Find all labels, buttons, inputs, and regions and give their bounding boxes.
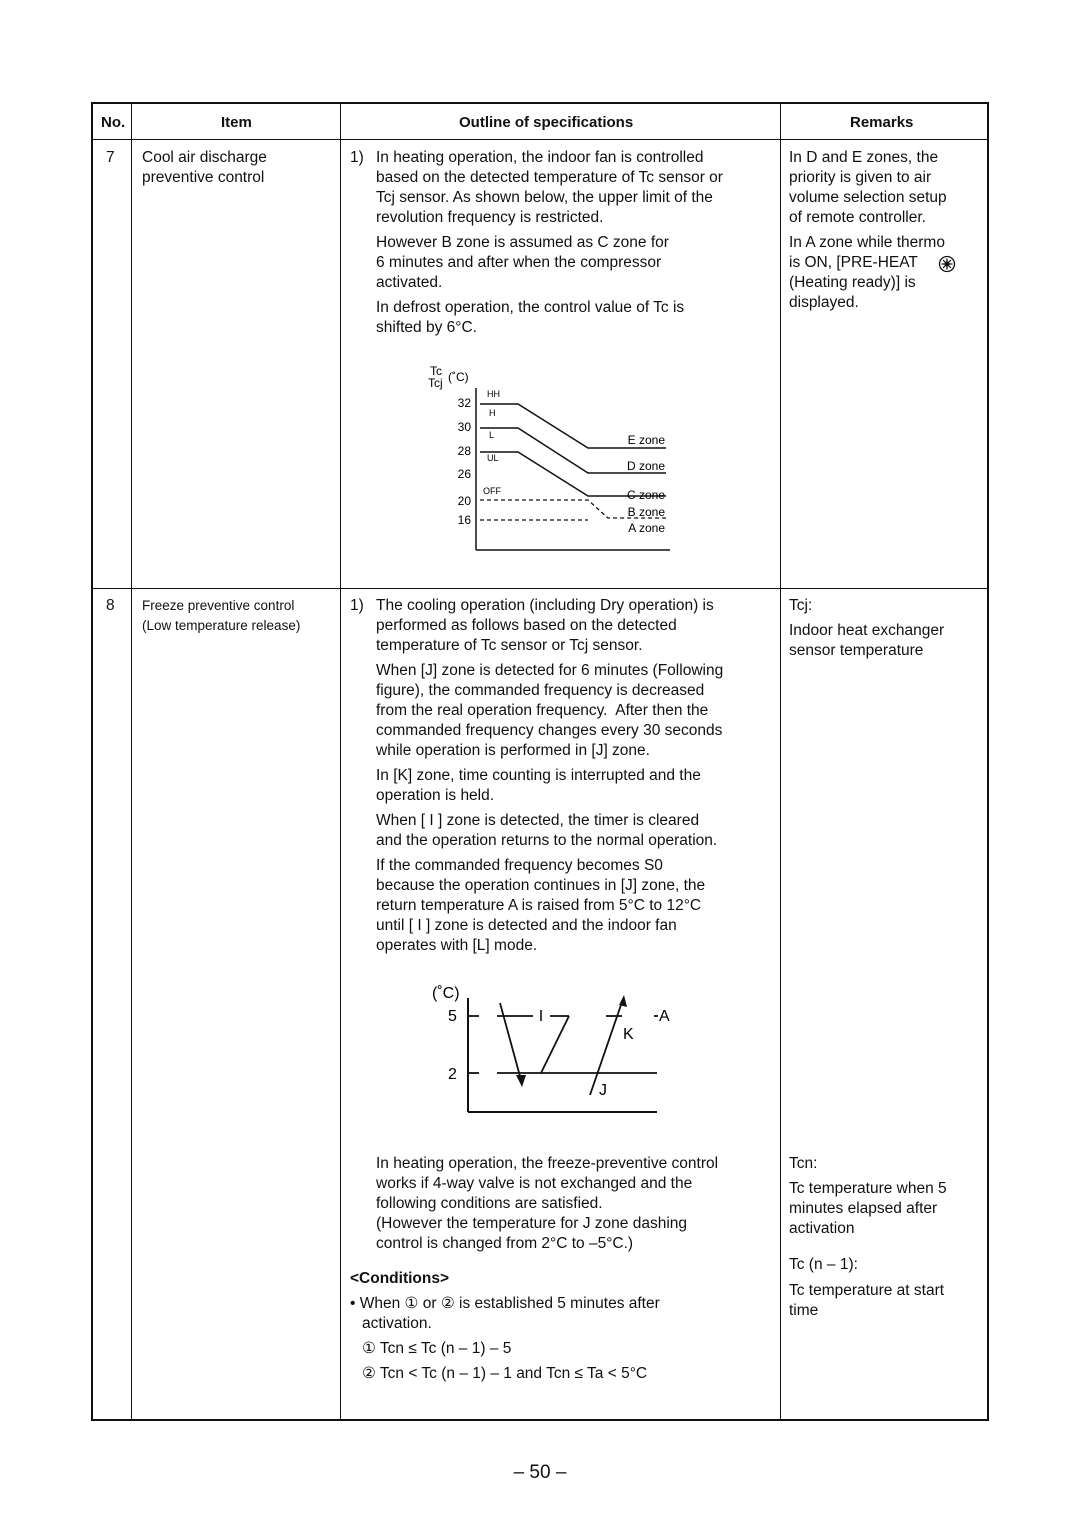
col-divider bbox=[131, 104, 132, 1419]
row7-p1-line: revolution frequency is restricted. bbox=[376, 209, 604, 226]
row7-p2-line: However B zone is assumed as C zone for bbox=[376, 234, 669, 251]
chart2-k-left bbox=[541, 1016, 569, 1073]
row7-p1-marker: 1) bbox=[350, 149, 364, 166]
row8-p2-line: commanded frequency changes every 30 seconds bbox=[376, 722, 723, 739]
chart-zone-label: C zone bbox=[626, 488, 665, 502]
chart-tick: 28 bbox=[457, 444, 471, 458]
row8-p2-line: When [J] zone is detected for 6 minutes (Following bbox=[376, 662, 724, 679]
row8-p3-line: In [K] zone, time counting is interrupted and the bbox=[376, 767, 701, 784]
conditions-intro-line: activation. bbox=[362, 1315, 432, 1332]
row8-p6-line: following conditions are satisfied. bbox=[376, 1195, 603, 1212]
chart2-label-k: K bbox=[623, 1026, 634, 1043]
chart2-down-arrow-head bbox=[516, 1075, 526, 1087]
header-no: No. bbox=[101, 114, 126, 131]
row7-p1-line: based on the detected temperature of Tc sensor or bbox=[376, 169, 723, 186]
chart2-label-j: J bbox=[599, 1082, 607, 1099]
chart2-label-i: I bbox=[538, 1008, 544, 1025]
chart-level-label: HH bbox=[487, 389, 500, 399]
row8-p6-line: (However the temperature for J zone dashing bbox=[376, 1215, 688, 1232]
row7-no: 7 bbox=[106, 149, 115, 166]
chart2-tick: 2 bbox=[448, 1066, 457, 1083]
chart-zone-label: D zone bbox=[626, 459, 665, 473]
row7-p3-line: In defrost operation, the control value of Tc is bbox=[376, 299, 685, 316]
header-divider bbox=[93, 139, 987, 140]
row7-p2-line: activated. bbox=[376, 274, 443, 291]
row8-p5-line: until [ I ] zone is detected and the indoor fan bbox=[376, 917, 677, 934]
row8-p1-line: The cooling operation (including Dry operation) is bbox=[376, 597, 714, 614]
chart-tick: 26 bbox=[457, 467, 471, 481]
chart-zone-label: E zone bbox=[627, 433, 665, 447]
freeze-zone-chart bbox=[420, 975, 680, 1120]
row7-remark-line: displayed. bbox=[789, 294, 859, 311]
row8-p3-line: operation is held. bbox=[376, 787, 495, 804]
row8-p1-line: performed as follows based on the detected bbox=[376, 617, 677, 634]
row7-remark-line: In D and E zones, the bbox=[789, 149, 939, 166]
row8-remark-line: time bbox=[789, 1302, 819, 1319]
row8-remark-line: sensor temperature bbox=[789, 642, 924, 659]
row7-remark-line: (Heating ready)] is bbox=[789, 274, 916, 291]
header-item: Item bbox=[221, 114, 252, 131]
conditions-intro-line: • When ① or ② is established 5 minutes after bbox=[350, 1295, 660, 1312]
row-divider bbox=[93, 588, 987, 589]
row8-p4-line: and the operation returns to the normal operation. bbox=[376, 832, 718, 849]
chart2-down-arrow-line bbox=[500, 1003, 521, 1080]
preheat-icon bbox=[938, 255, 956, 273]
chart-tick: 32 bbox=[457, 396, 471, 410]
chart-zone-label: B zone bbox=[627, 505, 665, 519]
row7-p1-line: In heating operation, the indoor fan is controlled bbox=[376, 149, 704, 166]
chart-tick: 30 bbox=[457, 420, 471, 434]
condition-2: ② Tcn < Tc (n – 1) – 1 and Tcn ≤ Ta < 5°C bbox=[362, 1365, 648, 1382]
row8-p5-line: If the commanded frequency becomes S0 bbox=[376, 857, 663, 874]
chart-zone-label: A zone bbox=[628, 521, 665, 535]
row8-remark-line: activation bbox=[789, 1220, 855, 1237]
chart-level-label: UL bbox=[487, 453, 499, 463]
row8-p2-line: from the real operation frequency. After then the bbox=[376, 702, 709, 719]
chart-tick: 20 bbox=[457, 494, 471, 508]
row8-p4-line: When [ I ] zone is detected, the timer is cleared bbox=[376, 812, 700, 829]
row8-p6-line: control is changed from 2°C to –5°C.) bbox=[376, 1235, 634, 1252]
row8-item-line: Freeze preventive control bbox=[142, 598, 295, 613]
row8-remark-line: Indoor heat exchanger bbox=[789, 622, 945, 639]
row8-p5-line: return temperature A is raised from 5°C to 12°C bbox=[376, 897, 702, 914]
row7-item-line: Cool air discharge bbox=[142, 149, 267, 166]
chart-level-label: OFF bbox=[483, 486, 501, 496]
row8-remark-line: Tc temperature at start bbox=[789, 1282, 945, 1299]
row8-remark-line: Tcj: bbox=[789, 597, 813, 614]
row8-p1-marker: 1) bbox=[350, 597, 364, 614]
row8-p2-line: figure), the commanded frequency is decreased bbox=[376, 682, 705, 699]
chart-ylabel-tcj: Tcj bbox=[428, 376, 443, 390]
header-remarks: Remarks bbox=[850, 114, 914, 131]
chart2-tick: 5 bbox=[448, 1008, 457, 1025]
row8-item-line: (Low temperature release) bbox=[142, 618, 301, 633]
row8-remark-line: minutes elapsed after bbox=[789, 1200, 938, 1217]
conditions-title: <Conditions> bbox=[350, 1270, 450, 1287]
chart2-unit: (˚C) bbox=[432, 985, 460, 1002]
col-divider bbox=[780, 104, 781, 1419]
row8-remark-line: Tc (n – 1): bbox=[789, 1256, 858, 1273]
row7-p1-line: Tcj sensor. As shown below, the upper limit of the bbox=[376, 189, 713, 206]
row8-p2-line: while operation is performed in [J] zone. bbox=[376, 742, 650, 759]
row7-remark-line: of remote controller. bbox=[789, 209, 926, 226]
header-outline: Outline of specifications bbox=[459, 114, 634, 131]
row8-no: 8 bbox=[106, 597, 115, 614]
chart-unit: (˚C) bbox=[448, 370, 469, 384]
row7-remark-line: volume selection setup bbox=[789, 189, 947, 206]
chart-ylabel-tc: Tc bbox=[430, 364, 442, 378]
chart2-up-arrow-head bbox=[619, 995, 627, 1007]
chart-level-label: L bbox=[489, 430, 495, 440]
chart-level-label: H bbox=[489, 408, 496, 418]
row7-remark-line: In A zone while thermo bbox=[789, 234, 945, 251]
row8-p6-line: works if 4-way valve is not exchanged and the bbox=[376, 1175, 693, 1192]
row8-remark-line: Tcn: bbox=[789, 1155, 818, 1172]
row7-remark-line: priority is given to air bbox=[789, 169, 932, 186]
row8-p6-line: In heating operation, the freeze-preventive control bbox=[376, 1155, 719, 1172]
row7-p2-line: 6 minutes and after when the compressor bbox=[376, 254, 662, 271]
row7-item-line: preventive control bbox=[142, 169, 265, 186]
row8-p5-line: operates with [L] mode. bbox=[376, 937, 538, 954]
row7-p3-line: shifted by 6°C. bbox=[376, 319, 477, 336]
row8-p5-line: because the operation continues in [J] zone, the bbox=[376, 877, 706, 894]
row8-remark-line: Tc temperature when 5 bbox=[789, 1180, 947, 1197]
row7-remark-line: is ON, [PRE-HEAT bbox=[789, 254, 918, 271]
page-number: – 50 – bbox=[513, 1462, 567, 1483]
chart2-label-a: A bbox=[659, 1008, 670, 1025]
fan-zone-chart bbox=[400, 360, 690, 560]
row8-p1-line: temperature of Tc sensor or Tcj sensor. bbox=[376, 637, 643, 654]
chart-tick: 16 bbox=[457, 513, 471, 527]
col-divider bbox=[340, 104, 341, 1419]
condition-1: ① Tcn ≤ Tc (n – 1) – 5 bbox=[362, 1340, 512, 1357]
